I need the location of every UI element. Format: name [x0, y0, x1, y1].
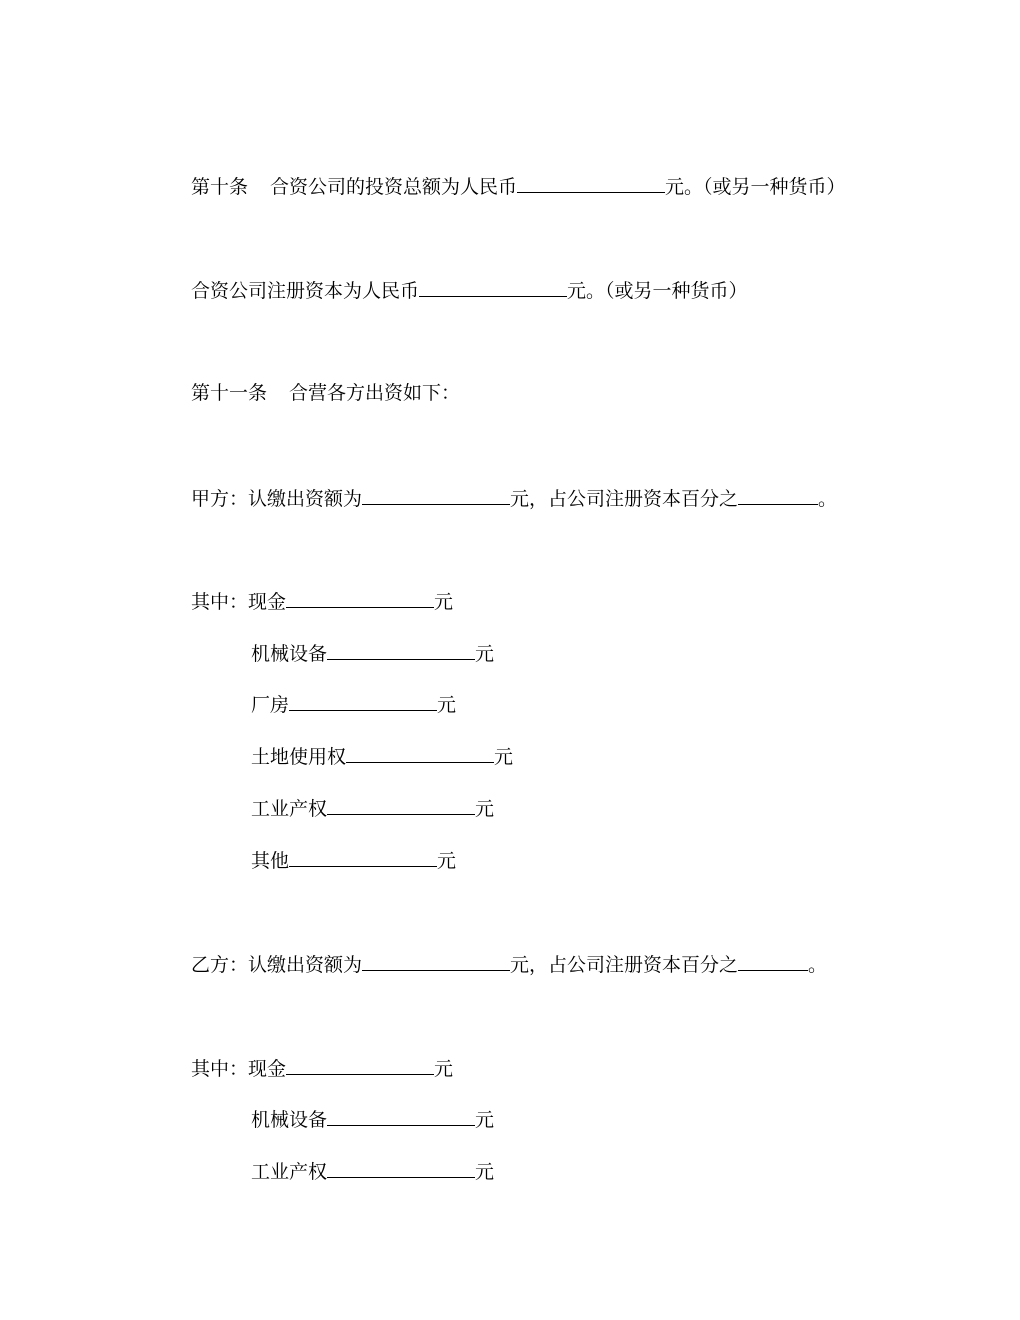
article-10-suffix: 元。（或另一种货币） — [665, 176, 846, 198]
party-a-text: 甲方：认缴出资额为 — [191, 488, 363, 510]
party-b-item-label: 机械设备 — [251, 1109, 328, 1131]
party-b-item-row — [251, 1159, 494, 1184]
party-b-item-unit: 元 — [475, 1161, 495, 1183]
total-investment-blank[interactable] — [517, 174, 665, 193]
party-b-item-blank[interactable] — [327, 1107, 475, 1126]
party-b-item-row — [251, 1107, 494, 1132]
registered-capital-blank[interactable] — [419, 278, 567, 297]
registered-capital-text: 合资公司注册资本为人民币 — [191, 280, 420, 302]
party-b-text: 乙方：认缴出资额为 — [191, 954, 363, 976]
article-10-heading: 第十条 — [191, 176, 249, 198]
article-10-text: 合资公司的投资总额为人民币 — [270, 176, 518, 198]
party-a-item-unit: 元 — [434, 591, 454, 613]
party-b-amount-blank[interactable] — [362, 952, 510, 971]
party-b-end: 。 — [808, 954, 828, 976]
party-b-item-unit: 元 — [434, 1058, 454, 1080]
party-a-item-label: 土地使用权 — [251, 746, 347, 768]
party-a-item-row — [251, 848, 456, 873]
article-11-paragraph — [191, 381, 460, 405]
party-a-breakdown-label: 其中： — [191, 591, 249, 613]
party-a-item-blank[interactable] — [346, 744, 494, 763]
party-a-item-row — [251, 641, 494, 666]
party-a-item-label: 厂房 — [251, 694, 290, 716]
party-b-item-blank[interactable] — [286, 1056, 434, 1075]
party-a-item-blank[interactable] — [286, 589, 434, 608]
party-a-item-unit: 元 — [475, 643, 495, 665]
party-b-item-unit: 元 — [475, 1109, 495, 1131]
party-b-item-label: 工业产权 — [251, 1161, 328, 1183]
registered-capital-suffix: 元。（或另一种货币） — [567, 280, 748, 302]
party-a-item-unit: 元 — [475, 798, 495, 820]
article-11-heading: 第十一条 — [191, 382, 268, 404]
party-a-item-unit: 元 — [494, 746, 514, 768]
party-a-item-blank[interactable] — [327, 796, 475, 815]
party-a-paragraph — [191, 486, 837, 511]
party-b-item-blank[interactable] — [327, 1159, 475, 1178]
party-a-item-unit: 元 — [437, 694, 457, 716]
party-b-item-label: 现金 — [248, 1058, 287, 1080]
party-b-mid: 元，占公司注册资本百分之 — [510, 954, 739, 976]
party-a-item-blank[interactable] — [327, 641, 475, 660]
article-10-paragraph — [191, 174, 846, 199]
party-a-item-unit: 元 — [437, 850, 457, 872]
party-a-item-label: 工业产权 — [251, 798, 328, 820]
party-a-amount-blank[interactable] — [362, 486, 510, 505]
party-a-item-blank[interactable] — [289, 692, 437, 711]
party-b-breakdown-label: 其中： — [191, 1058, 249, 1080]
party-a-end: 。 — [818, 488, 838, 510]
party-b-paragraph — [191, 952, 827, 977]
party-b-item-row — [191, 1056, 453, 1081]
party-a-item-row — [191, 589, 453, 614]
party-a-percent-blank[interactable] — [738, 486, 818, 505]
party-a-item-row — [251, 744, 513, 769]
article-11-text: 合营各方出资如下： — [289, 382, 461, 404]
party-a-mid: 元，占公司注册资本百分之 — [510, 488, 739, 510]
party-b-percent-blank[interactable] — [738, 952, 808, 971]
party-a-item-blank[interactable] — [289, 848, 437, 867]
party-a-item-label: 机械设备 — [251, 643, 328, 665]
party-a-item-row — [251, 692, 456, 717]
party-a-item-row — [251, 796, 494, 821]
party-a-item-label: 其他 — [251, 850, 290, 872]
registered-capital-paragraph — [191, 278, 748, 303]
party-a-item-label: 现金 — [248, 591, 287, 613]
